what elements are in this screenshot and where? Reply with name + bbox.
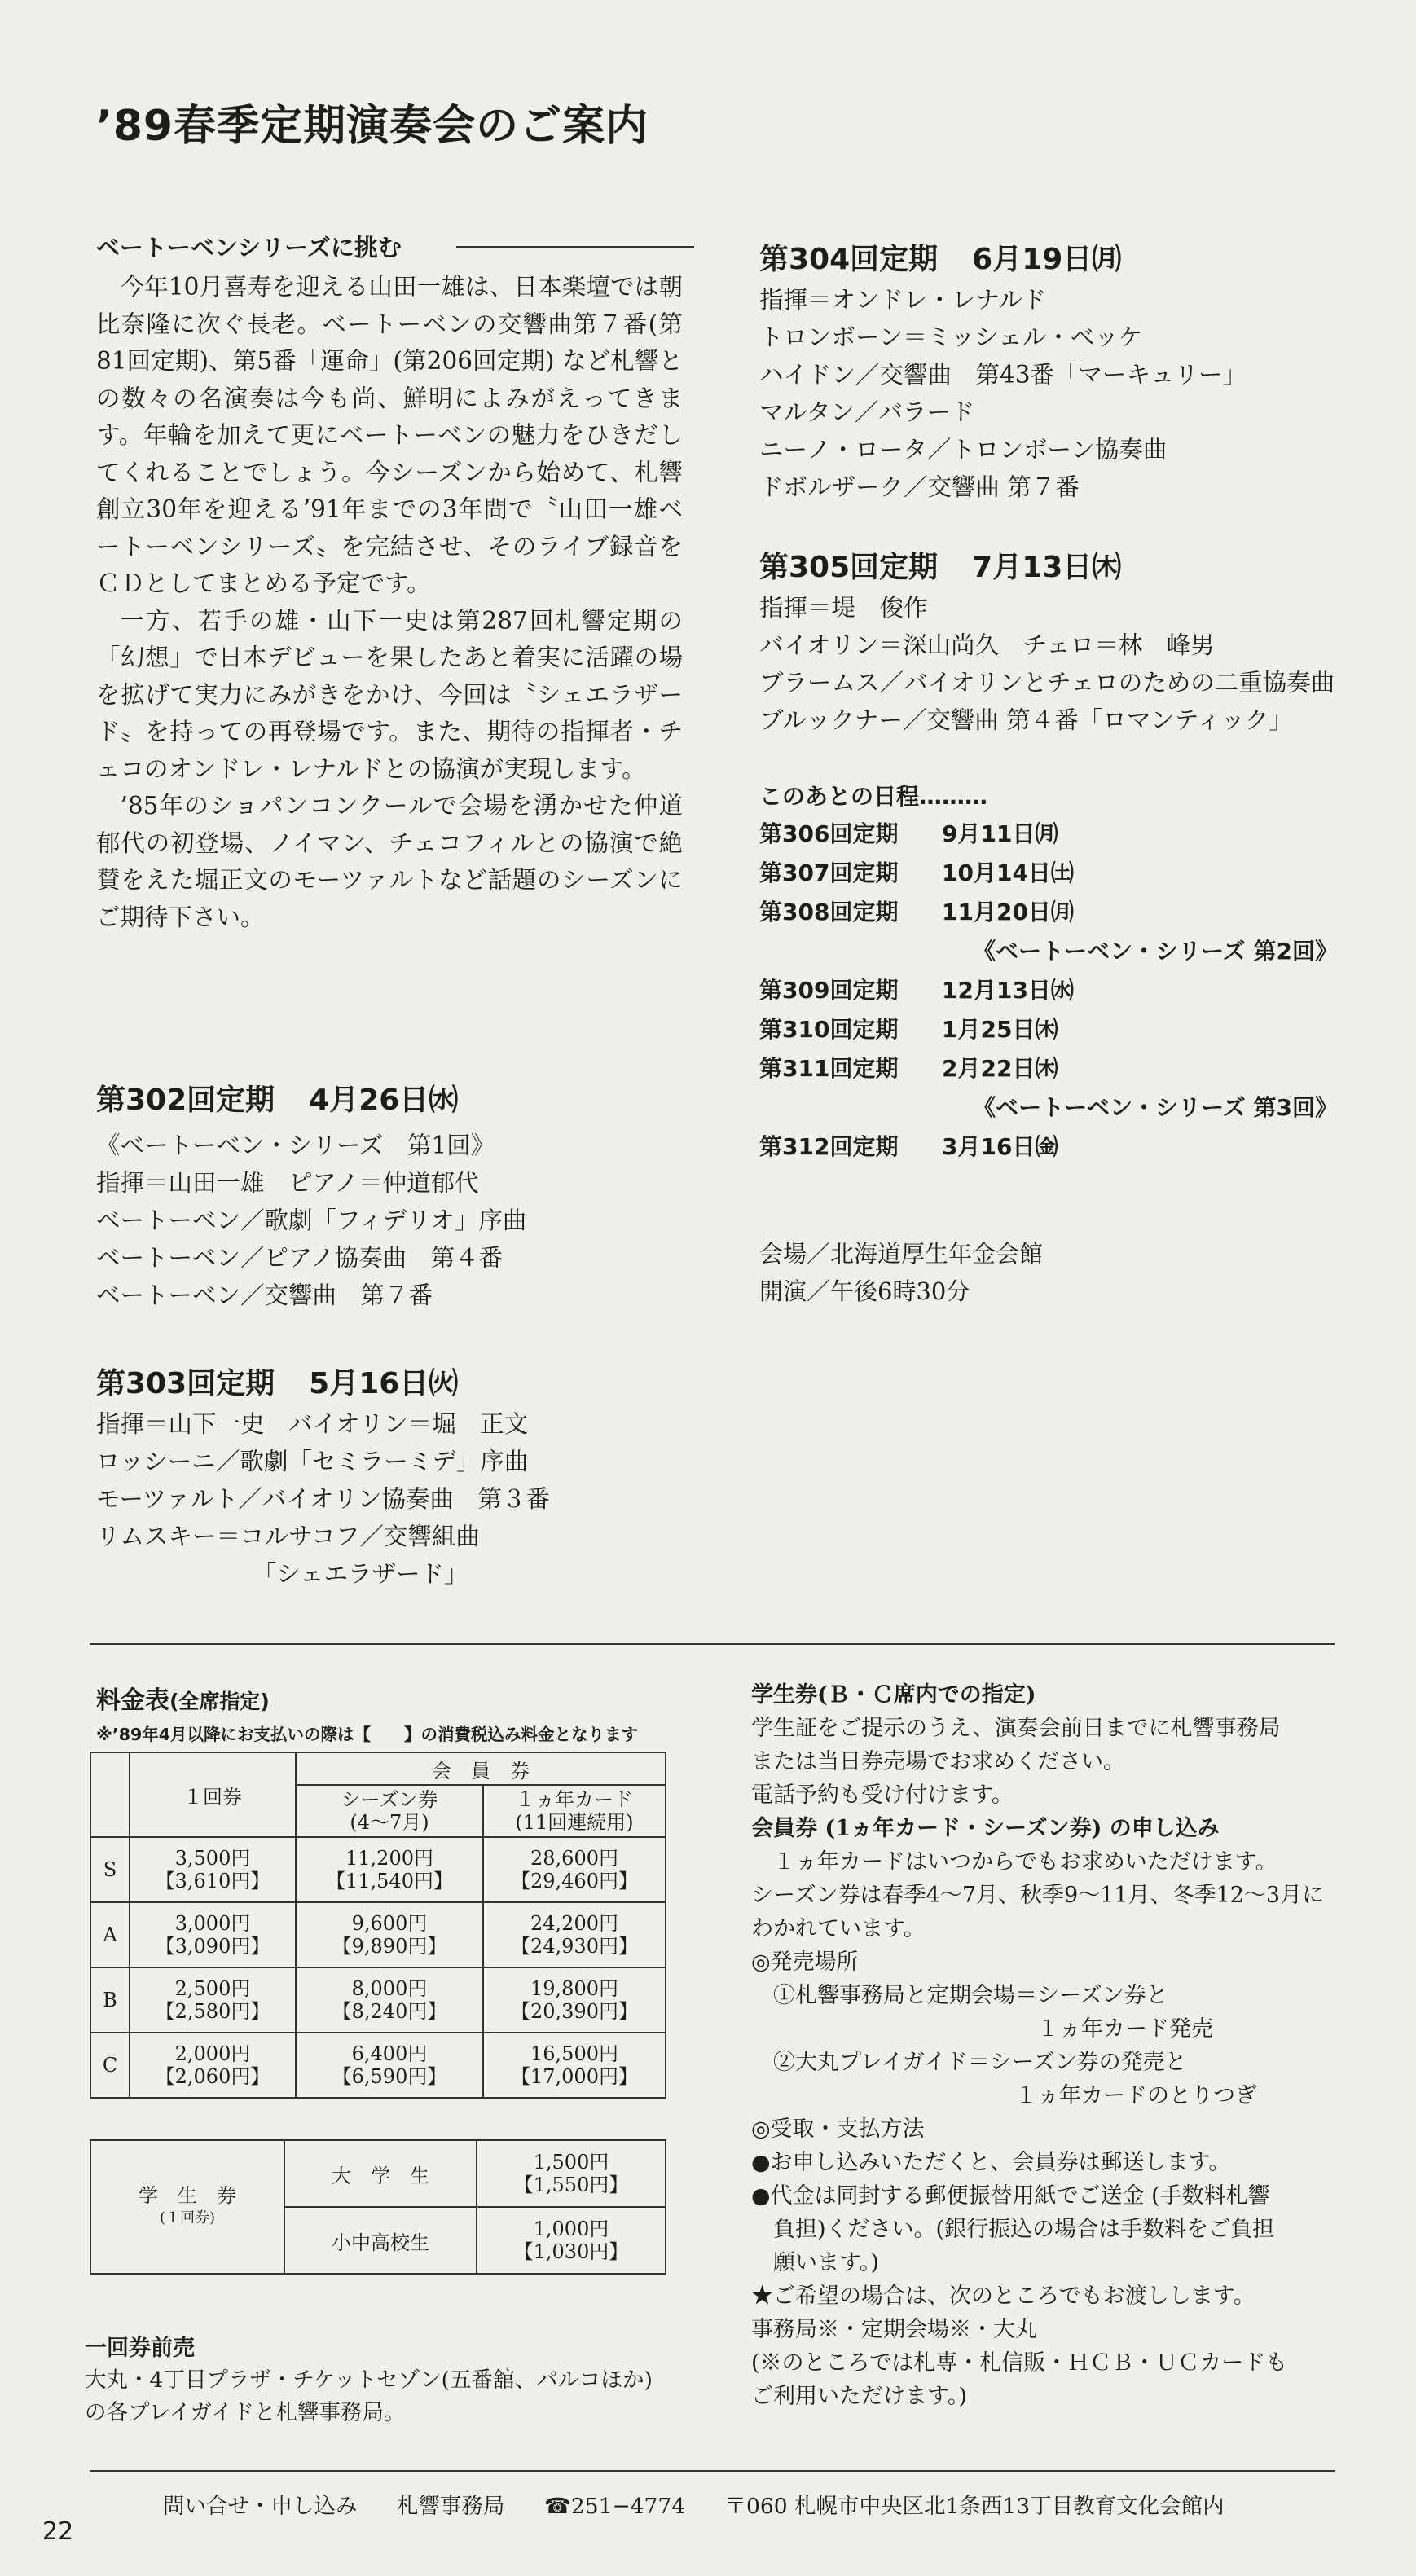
info-line: 電話予約も受け付けます。 [751, 1783, 1014, 1808]
info-line: 会員券 (1ヵ年カード・シーズン券) の申し込み [751, 1816, 1220, 1841]
price-tax: 【3,610円】 [155, 1870, 270, 1892]
student-type: 小中高校生 [284, 2207, 477, 2274]
schedule-date: 10月14日㈯ [942, 859, 1074, 886]
price: 3,500円 [174, 1847, 251, 1870]
program-line: ロッシーニ／歌劇「セミラーミデ」序曲 [96, 1448, 529, 1475]
schedule-row [759, 855, 1346, 895]
program-line: 指揮＝山下一史 バイオリン＝堀 正文 [96, 1410, 529, 1438]
info-line: シーズン券は春季4〜7月、秋季9〜11月、冬季12〜3月に [751, 1883, 1325, 1908]
footer-address: 〒060 札幌市中央区北1条西13丁目教育文化会館内 [724, 2494, 1225, 2519]
info-line: ●お申し込みいただくと、会員券は郵送します。 [751, 2150, 1231, 2175]
info-line: ②大丸プレイガイド＝シーズン券の発売と [751, 2050, 1187, 2075]
concert-date: 5月16日㈫ [309, 1367, 459, 1400]
info-line: 事務局※・定期会場※・大丸 [751, 2317, 1037, 2342]
intro-paragraph: ’85年のショパンコンクールで会場を湧かせた仲道郁代の初登場、ノイマン、チェコフィルとの協演で絶賛をえた堀正文のモーツァルトなど話題のシーズンにご期待下さい。 [96, 792, 683, 931]
info-line: ①札響事務局と定期会場＝シーズン券と [751, 1983, 1168, 2008]
schedule-concert: 第312回定期 [759, 1133, 899, 1160]
concert-heading [759, 236, 1247, 278]
price-cell [477, 2140, 666, 2207]
concert-date: 6月19日㈪ [972, 243, 1122, 276]
concert-302 [96, 1077, 526, 1314]
program-line: 指揮＝オンドレ・レナルド [759, 286, 1047, 314]
single-sale-text: 大丸・4丁目プラザ・チケットセゾン(五番舘、パルコほか)の各プレイガイドと札響事務局。 [85, 2367, 653, 2425]
price: 1,500円 [533, 2151, 609, 2174]
price-tax: 【8,240円】 [332, 2000, 447, 2023]
program-line: 指揮＝山田一雄 ピアノ＝仲道郁代 [96, 1169, 479, 1197]
season-label: シーズン券 [341, 1788, 438, 1811]
program-line: 指揮＝堤 俊作 [759, 594, 928, 622]
info-line: 学生証をご提示のうえ、演奏会前日までに札響事務局 [751, 1716, 1281, 1741]
info-line: ◎受取・支払方法 [751, 2117, 925, 2142]
price-cell [296, 1967, 483, 2033]
program-line: ベートーベン／交響曲 第７番 [96, 1281, 433, 1309]
annual-label: １ヵ年カード [516, 1788, 633, 1811]
table-row [90, 1837, 666, 1902]
schedule-row [759, 1051, 1346, 1090]
info-line: １ヵ年カードのとりつぎ [751, 2083, 1257, 2108]
concert-title: 第303回定期 [96, 1367, 275, 1400]
program-line: モーツァルト／バイオリン協奏曲 第３番 [96, 1485, 550, 1513]
price: 8,000円 [351, 1977, 428, 2000]
page-title: ’89春季定期演奏会のご案内 [96, 102, 649, 151]
schedule-row [759, 816, 1346, 855]
price-cell [477, 2207, 666, 2274]
schedule-row [759, 895, 1346, 934]
schedule-date: 2月22日㈭ [942, 1055, 1058, 1082]
heading-rule [456, 246, 694, 248]
info-line: (※のところでは札専・札信販・ＨＣＢ・ＵＣカードも [751, 2350, 1288, 2376]
program-line: 「シェエラザード」 [96, 1560, 468, 1588]
schedule-row [759, 973, 1346, 1012]
table-row [90, 1902, 666, 1967]
schedule-note: 《ベートーベン・シリーズ 第3回》 [973, 1094, 1338, 1121]
schedule-concert: 第307回定期 [759, 859, 899, 886]
price-cell [296, 1902, 483, 1967]
info-line: ◎発売場所 [751, 1950, 859, 1975]
price-table-title [96, 1680, 270, 1716]
price: 1,000円 [533, 2218, 609, 2240]
schedule-note-row [759, 934, 1346, 973]
price: 28,600円 [530, 1847, 618, 1870]
corner-cell [90, 1752, 130, 1837]
schedule-concert: 第310回定期 [759, 1016, 899, 1043]
program-line: ベートーベン／ピアノ協奏曲 第４番 [96, 1244, 504, 1272]
concert-305 [759, 544, 1335, 739]
annual-period: (11回連続用) [515, 1811, 634, 1834]
info-line: 願います。) [751, 2250, 879, 2275]
price-tax: 【17,000円】 [511, 2065, 638, 2088]
student-label: 学 生 券 [139, 2184, 236, 2207]
schedule-note: 《ベートーベン・シリーズ 第2回》 [973, 938, 1338, 965]
footer-divider [90, 2470, 1335, 2472]
table-row [90, 2140, 666, 2207]
price-tax: 【29,460円】 [511, 1870, 638, 1892]
price-tax: 【9,890円】 [332, 1935, 447, 1958]
price: 11,200円 [345, 1847, 433, 1870]
schedule-concert: 第308回定期 [759, 899, 899, 925]
venue-time: 開演／午後6時30分 [759, 1277, 970, 1305]
info-line: 学生券(Ｂ・Ｃ席内での指定) [751, 1682, 1036, 1708]
program-line: ドボルザーク／交響曲 第７番 [759, 473, 1080, 501]
price: 24,200円 [530, 1912, 618, 1935]
concert-304 [759, 236, 1247, 506]
price-tax: 【3,090円】 [155, 1935, 270, 1958]
intro-heading: ベートーベンシリーズに挑む [96, 234, 402, 262]
concert-title: 第304回定期 [759, 243, 939, 276]
page-number: 22 [42, 2517, 74, 2546]
concert-program [96, 1405, 550, 1593]
price-tax: 【2,580円】 [155, 2000, 270, 2023]
price-tax: 【2,060円】 [155, 2065, 270, 2088]
info-line: または当日券売場でお求めください。 [751, 1749, 1125, 1774]
price-cell [296, 2033, 483, 2098]
price: 2,500円 [174, 1977, 251, 2000]
student-label-cell [90, 2140, 284, 2274]
schedule-date: 3月16日㈮ [942, 1133, 1058, 1160]
concert-title: 第302回定期 [96, 1084, 275, 1117]
concert-heading [759, 544, 1335, 586]
price-cell [130, 2033, 296, 2098]
info-line: １ヵ年カードはいつからでもお求めいただけます。 [751, 1849, 1277, 1875]
concert-program [759, 281, 1247, 506]
schedule-heading: このあとの日程……… [759, 783, 988, 810]
concert-program [759, 589, 1335, 739]
info-line: ご利用いただけます。) [751, 2384, 967, 2409]
price-cell [483, 1967, 666, 2033]
info-line: 負担)ください。(銀行振込の場合は手数料をご負担 [751, 2217, 1275, 2242]
schedule-date: 11月20日㈪ [942, 899, 1074, 925]
price-title-text: 料金表 [96, 1686, 169, 1715]
price: 19,800円 [530, 1977, 618, 2000]
intro-text [96, 269, 683, 936]
schedule-date: 12月13日㈬ [942, 977, 1074, 1004]
col-header-annual [483, 1785, 666, 1837]
program-line: トロンボーン＝ミッシェル・ベッケ [759, 323, 1143, 351]
program-line: ベートーベン／歌劇「フィデリオ」序曲 [96, 1207, 527, 1234]
schedule-row [759, 1129, 1346, 1168]
info-line: わかれています。 [751, 1916, 926, 1941]
price: 2,000円 [174, 2042, 251, 2065]
info-line: ★ご希望の場合は、次のところでもお渡しします。 [751, 2284, 1255, 2309]
program-line: 《ベートーベン・シリーズ 第1回》 [96, 1132, 495, 1159]
student-type: 大 学 生 [284, 2140, 477, 2207]
footer-tel: ☎251−4774 [543, 2494, 686, 2519]
col-header-single: １回券 [130, 1752, 296, 1837]
concert-date: 4月26日㈬ [309, 1084, 459, 1117]
ticket-info [751, 1678, 1338, 2413]
price-cell [296, 1837, 483, 1902]
single-sale-heading: 一回券前売 [85, 2336, 195, 2361]
concert-title: 第305回定期 [759, 551, 939, 584]
price-cell [483, 1837, 666, 1902]
program-line: ブラームス／バイオリンとチェロのための二重協奏曲 [759, 669, 1335, 697]
price-note: ※’89年4月以降にお支払いの際は【 】の消費税込み料金となります [96, 1725, 639, 1744]
concert-303 [96, 1361, 550, 1593]
intro-paragraph: 一方、若手の雄・山下一史は第287回札響定期の「幻想」で日本デビューを果したあと着実に活躍の場を拡げて実力にみがきをかけ、今回は〝シェエラザード〟を持っての再登場です。また、期待の指揮者・チェコのオンドレ・レナルドとの協演が実現します。 [96, 606, 683, 783]
concert-program [96, 1127, 526, 1314]
section-divider [90, 1643, 1335, 1645]
table-row [90, 1967, 666, 2033]
season-period: (4〜7月) [350, 1811, 429, 1834]
program-line: ブルックナー／交響曲 第４番「ロマンティック」 [759, 706, 1293, 734]
program-line: バイオリン＝深山尚久 チェロ＝林 峰男 [759, 631, 1215, 659]
price-tax: 【24,930円】 [511, 1935, 638, 1958]
price-cell [483, 2033, 666, 2098]
info-line: ●代金は同封する郵便振替用紙でご送金 (手数料札響 [751, 2183, 1270, 2209]
col-header-season [296, 1785, 483, 1837]
footer-contact: 問い合せ・申し込み [163, 2494, 358, 2519]
program-line: ニーノ・ロータ／トロンボーン協奏曲 [759, 436, 1168, 464]
schedule-concert: 第309回定期 [759, 977, 899, 1004]
venue-info [759, 1235, 1043, 1310]
concert-date: 7月13日㈭ [972, 551, 1122, 584]
program-line: リムスキー＝コルサコフ／交響組曲 [96, 1523, 480, 1550]
price-title-sub: (全席指定) [169, 1690, 270, 1713]
seat-cell: B [90, 1967, 130, 2033]
intro-paragraph: 今年10月喜寿を迎える山田一雄は、日本楽壇では朝比奈隆に次ぐ長老。ベートーベンの交響曲第７番(第81回定期)、第5番「運命」(第206回定期) など札響との数々の名演奏は今も尚、鮮明によみがえってきます。年輪を加えて更にベートーベンの魅力をひきだしてくれることでしょう。今シーズンから始めて、札響創立30年を迎える’91年までの3年間で〝山田一雄ベートーベンシリーズ〟を完結させ、そのライブ録音をＣＤとしてまとめる予定です。 [96, 273, 683, 597]
price-tax: 【1,550円】 [513, 2174, 629, 2196]
student-price-table [90, 2139, 666, 2275]
price: 6,400円 [351, 2042, 428, 2065]
price-cell [130, 1967, 296, 2033]
schedule-date: 1月25日㈭ [942, 1016, 1058, 1043]
price: 9,600円 [351, 1912, 428, 1935]
price-tax: 【6,590円】 [332, 2065, 447, 2088]
concert-heading [96, 1077, 526, 1119]
schedule-row [759, 1012, 1346, 1051]
price-tax: 【11,540円】 [326, 1870, 453, 1892]
info-line: １ヵ年カード発売 [751, 2016, 1213, 2042]
table-row [90, 2033, 666, 2098]
price-cell [483, 1902, 666, 1967]
student-sub: (１回券) [159, 2209, 216, 2227]
program-line: ハイドン／交響曲 第43番「マーキュリー」 [759, 361, 1247, 389]
price-tax: 【1,030円】 [513, 2240, 629, 2263]
footer [163, 2488, 1257, 2520]
concert-heading [96, 1361, 550, 1402]
price: 3,000円 [174, 1912, 251, 1935]
schedule-concert: 第306回定期 [759, 820, 899, 847]
price: 16,500円 [530, 2042, 618, 2065]
footer-office: 札響事務局 [396, 2494, 505, 2519]
col-header-member: 会 員 券 [296, 1752, 666, 1785]
price-table [90, 1752, 666, 2099]
seat-cell: A [90, 1902, 130, 1967]
price-cell [130, 1837, 296, 1902]
seat-cell: C [90, 2033, 130, 2098]
schedule-note-row [759, 1090, 1346, 1129]
program-line: マルタン／バラード [759, 398, 975, 426]
seat-cell: S [90, 1837, 130, 1902]
schedule-concert: 第311回定期 [759, 1055, 899, 1082]
price-tax: 【20,390円】 [511, 2000, 638, 2023]
price-cell [130, 1902, 296, 1967]
venue-place: 会場／北海道厚生年金会館 [759, 1240, 1044, 1268]
schedule-date: 9月11日㈪ [942, 820, 1058, 847]
schedule-list [759, 816, 1346, 1168]
